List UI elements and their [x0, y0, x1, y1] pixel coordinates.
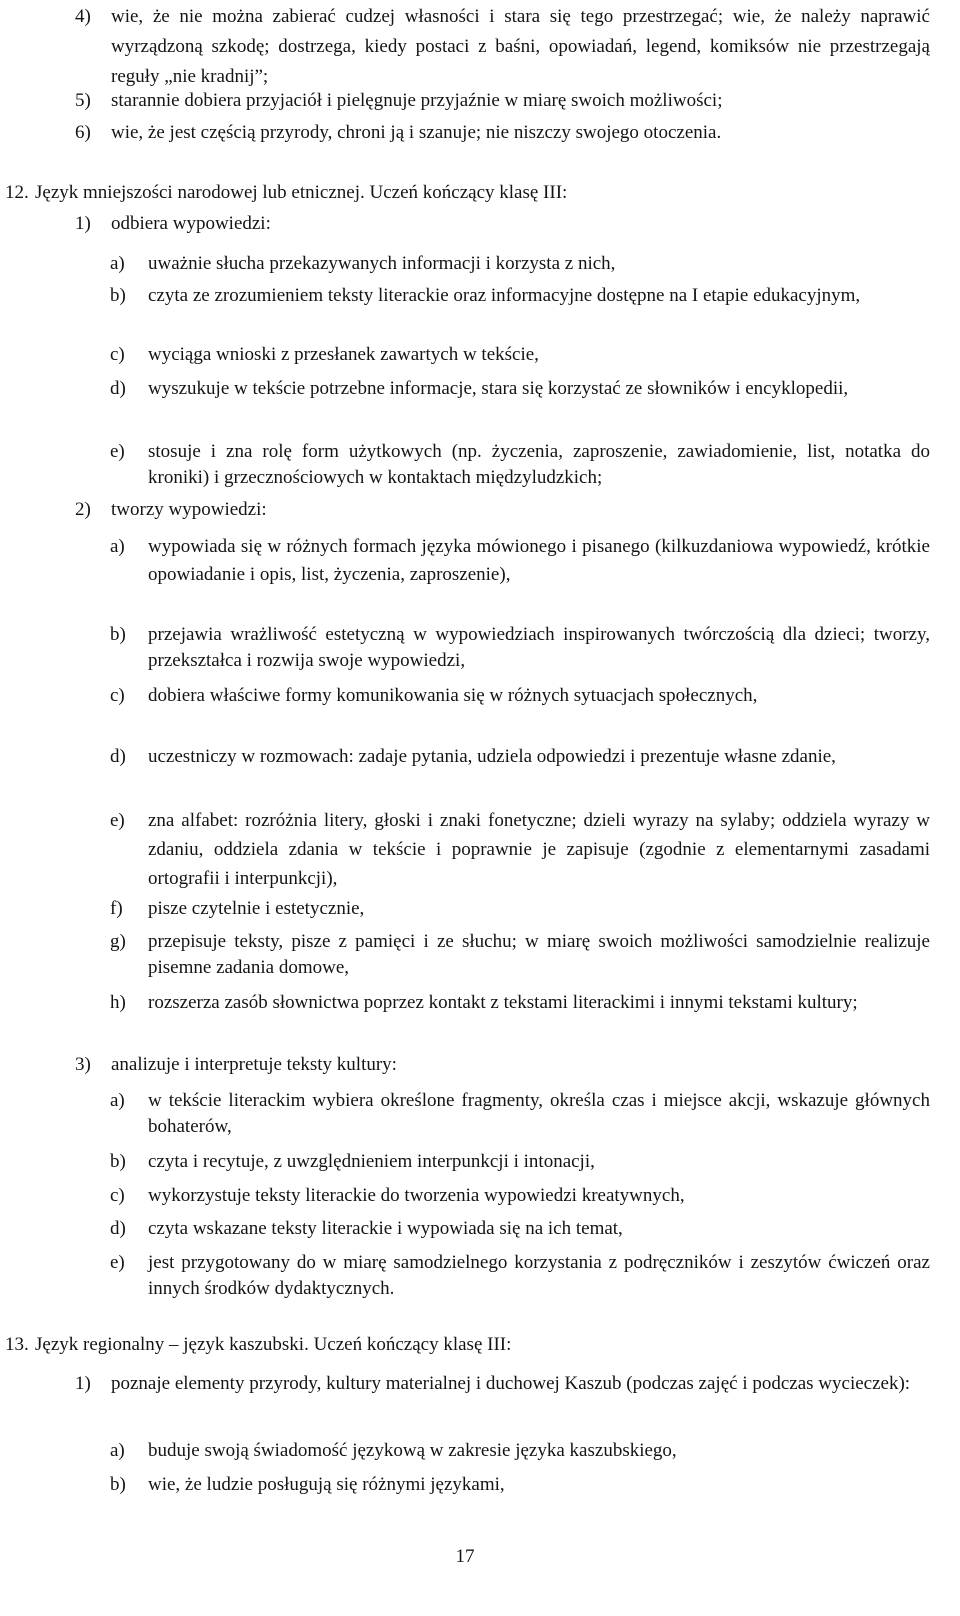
- list-item-number: 1): [75, 1373, 91, 1394]
- list-item-text: stosuje i zna rolę form użytkowych (np. życzenia, zaproszenie, zawiadomienie, list, notatka do kroniki) i grzecznościowych w kontaktach międzyludzkich;: [148, 441, 930, 488]
- list-item-s12-1a: [110, 251, 930, 277]
- list-item-sec-13: [5, 1332, 930, 1358]
- list-item-text: uczestniczy w rozmowach: zadaje pytania, udziela odpowiedzi i prezentuje własne zdanie,: [148, 746, 836, 767]
- list-item-s12-2c: [110, 683, 930, 709]
- list-item-s12-3b: [110, 1149, 930, 1175]
- list-item-number: 13.: [5, 1334, 29, 1355]
- list-item-number: h): [110, 992, 126, 1013]
- list-item-number: 5): [75, 90, 91, 111]
- list-item-number: c): [110, 1185, 125, 1206]
- list-item-text: tworzy wypowiedzi:: [111, 499, 267, 520]
- list-item-number: a): [110, 1090, 125, 1111]
- list-item-number: 4): [75, 6, 91, 27]
- list-item-text: poznaje elementy przyrody, kultury materialnej i duchowej Kaszub (podczas zajęć i podczas wycieczek):: [111, 1373, 911, 1394]
- list-item-s12-2: [75, 497, 930, 523]
- list-item-number: b): [110, 1151, 126, 1172]
- list-item-text: wie, że jest częścią przyrody, chroni ją i szanuje; nie niszczy swojego otoczenia.: [111, 122, 722, 143]
- list-item-text: Język mniejszości narodowej lub etnicznej. Uczeń kończący klasę III:: [35, 182, 568, 203]
- list-item-s12-3c: [110, 1183, 930, 1209]
- list-item-s12-1b: [110, 283, 930, 309]
- list-item-s13-1a: [110, 1438, 930, 1464]
- list-item-number: b): [110, 624, 126, 645]
- list-item-number: 12.: [5, 182, 29, 203]
- list-item-text: uważnie słucha przekazywanych informacji i korzysta z nich,: [148, 253, 616, 274]
- list-item-number: a): [110, 536, 125, 557]
- list-item-s12-1e: [110, 439, 930, 491]
- list-item-text: dobiera właściwe formy komunikowania się w różnych sytuacjach społecznych,: [148, 685, 758, 706]
- list-item-number: a): [110, 253, 125, 274]
- list-item-sec-12: [5, 180, 930, 206]
- list-item-s12-2g: [110, 929, 930, 981]
- list-item-number: g): [110, 931, 126, 952]
- list-item-text: wyszukuje w tekście potrzebne informacje, stara się korzystać ze słowników i encyklopedii,: [148, 378, 849, 399]
- list-item-s12-1: [75, 211, 930, 237]
- list-item-text: przepisuje teksty, pisze z pamięci i ze słuchu; w miarę swoich możliwości samodzielnie realizuje pisemne zadania domowe,: [148, 931, 930, 978]
- list-item-text: buduje swoją świadomość językową w zakresie języka kaszubskiego,: [148, 1440, 677, 1461]
- list-item-text: rozszerza zasób słownictwa poprzez kontakt z tekstami literackimi i innymi tekstami kultury;: [148, 992, 858, 1013]
- list-item-text: wie, że ludzie posługują się różnymi językami,: [148, 1474, 505, 1495]
- list-item-text: wyciąga wnioski z przesłanek zawartych w tekście,: [148, 344, 539, 365]
- list-item-s12-3: [75, 1052, 930, 1078]
- list-item-text: Język regionalny – język kaszubski. Uczeń kończący klasę III:: [35, 1334, 512, 1355]
- list-item-number: d): [110, 746, 126, 767]
- list-item-text: czyta ze zrozumieniem teksty literackie oraz informacyjne dostępne na I etapie edukacyjnym,: [148, 285, 861, 306]
- list-item-text: czyta wskazane teksty literackie i wypowiada się na ich temat,: [148, 1218, 623, 1239]
- list-item-text: przejawia wrażliwość estetyczną w wypowiedziach inspirowanych twórczością dla dzieci; tworzy, przekształca i rozwija swoje wypowiedzi,: [148, 624, 930, 671]
- list-item-s12-2a: [110, 533, 930, 589]
- list-item-s12-3a: [110, 1088, 930, 1140]
- list-item-text: wie, że nie można zabierać cudzej własności i stara się tego przestrzegać; wie, że należy naprawić wyrządzoną szkodę; dostrzega, kiedy postaci z baśni, opowiadań, legend, komiksów nie przestrzegają reguły „nie kradnij”;: [111, 6, 930, 87]
- list-item-top-4: [75, 2, 930, 92]
- list-item-number: d): [110, 1218, 126, 1239]
- list-item-top-5: [75, 88, 930, 114]
- list-item-number: e): [110, 441, 125, 462]
- list-item-number: f): [110, 898, 123, 919]
- list-item-number: 1): [75, 213, 91, 234]
- list-item-text: wypowiada się w różnych formach języka mówionego i pisanego (kilkuzdaniowa wypowiedź, krótkie opowiadanie i opis, list, życzenia, zaproszenie),: [148, 536, 930, 585]
- list-item-number: a): [110, 1440, 125, 1461]
- list-item-number: e): [110, 810, 125, 831]
- list-item-number: b): [110, 285, 126, 306]
- list-item-s12-2b: [110, 622, 930, 674]
- list-item-number: 2): [75, 499, 91, 520]
- list-item-number: c): [110, 685, 125, 706]
- list-item-text: zna alfabet: rozróżnia litery, głoski i znaki fonetyczne; dzieli wyrazy na sylaby; oddziela wyrazy w zdaniu, oddziela zdania w tekście i poprawnie je zapisuje (zgodnie z elementarnymi zasadami ortografii i interpunkcji),: [148, 810, 930, 889]
- list-item-text: odbiera wypowiedzi:: [111, 213, 271, 234]
- list-item-text: wykorzystuje teksty literackie do tworzenia wypowiedzi kreatywnych,: [148, 1185, 685, 1206]
- list-item-s12-2d: [110, 744, 930, 770]
- list-item-s12-2f: [110, 896, 930, 922]
- list-item-text: czyta i recytuje, z uwzględnieniem interpunkcji i intonacji,: [148, 1151, 595, 1172]
- list-item-number: 3): [75, 1054, 91, 1075]
- list-item-text: jest przygotowany do w miarę samodzielnego korzystania z podręczników i zeszytów ćwiczeń oraz innych środków dydaktycznych.: [148, 1252, 930, 1299]
- list-item-number: e): [110, 1252, 125, 1273]
- list-item-text: starannie dobiera przyjaciół i pielęgnuje przyjaźnie w miarę swoich możliwości;: [111, 90, 723, 111]
- list-item-number: c): [110, 344, 125, 365]
- list-item-text: pisze czytelnie i estetycznie,: [148, 898, 365, 919]
- list-item-number: b): [110, 1474, 126, 1495]
- list-item-s12-3d: [110, 1216, 930, 1242]
- list-item-text: w tekście literackim wybiera określone fragmenty, określa czas i miejsce akcji, wskazuje głównych bohaterów,: [148, 1090, 930, 1137]
- list-item-top-6: [75, 120, 930, 146]
- list-item-s12-1c: [110, 342, 930, 368]
- list-item-s13-1: [75, 1371, 930, 1397]
- list-item-s13-1b: [110, 1472, 930, 1498]
- list-item-text: analizuje i interpretuje teksty kultury:: [111, 1054, 397, 1075]
- list-item-s12-1d: [110, 376, 930, 402]
- list-item-s12-3e: [110, 1250, 930, 1302]
- page-number: 17: [455, 1546, 475, 1567]
- list-item-s12-2h: [110, 990, 930, 1016]
- list-item-number: 6): [75, 122, 91, 143]
- list-item-number: d): [110, 378, 126, 399]
- list-item-s12-2e: [110, 806, 930, 893]
